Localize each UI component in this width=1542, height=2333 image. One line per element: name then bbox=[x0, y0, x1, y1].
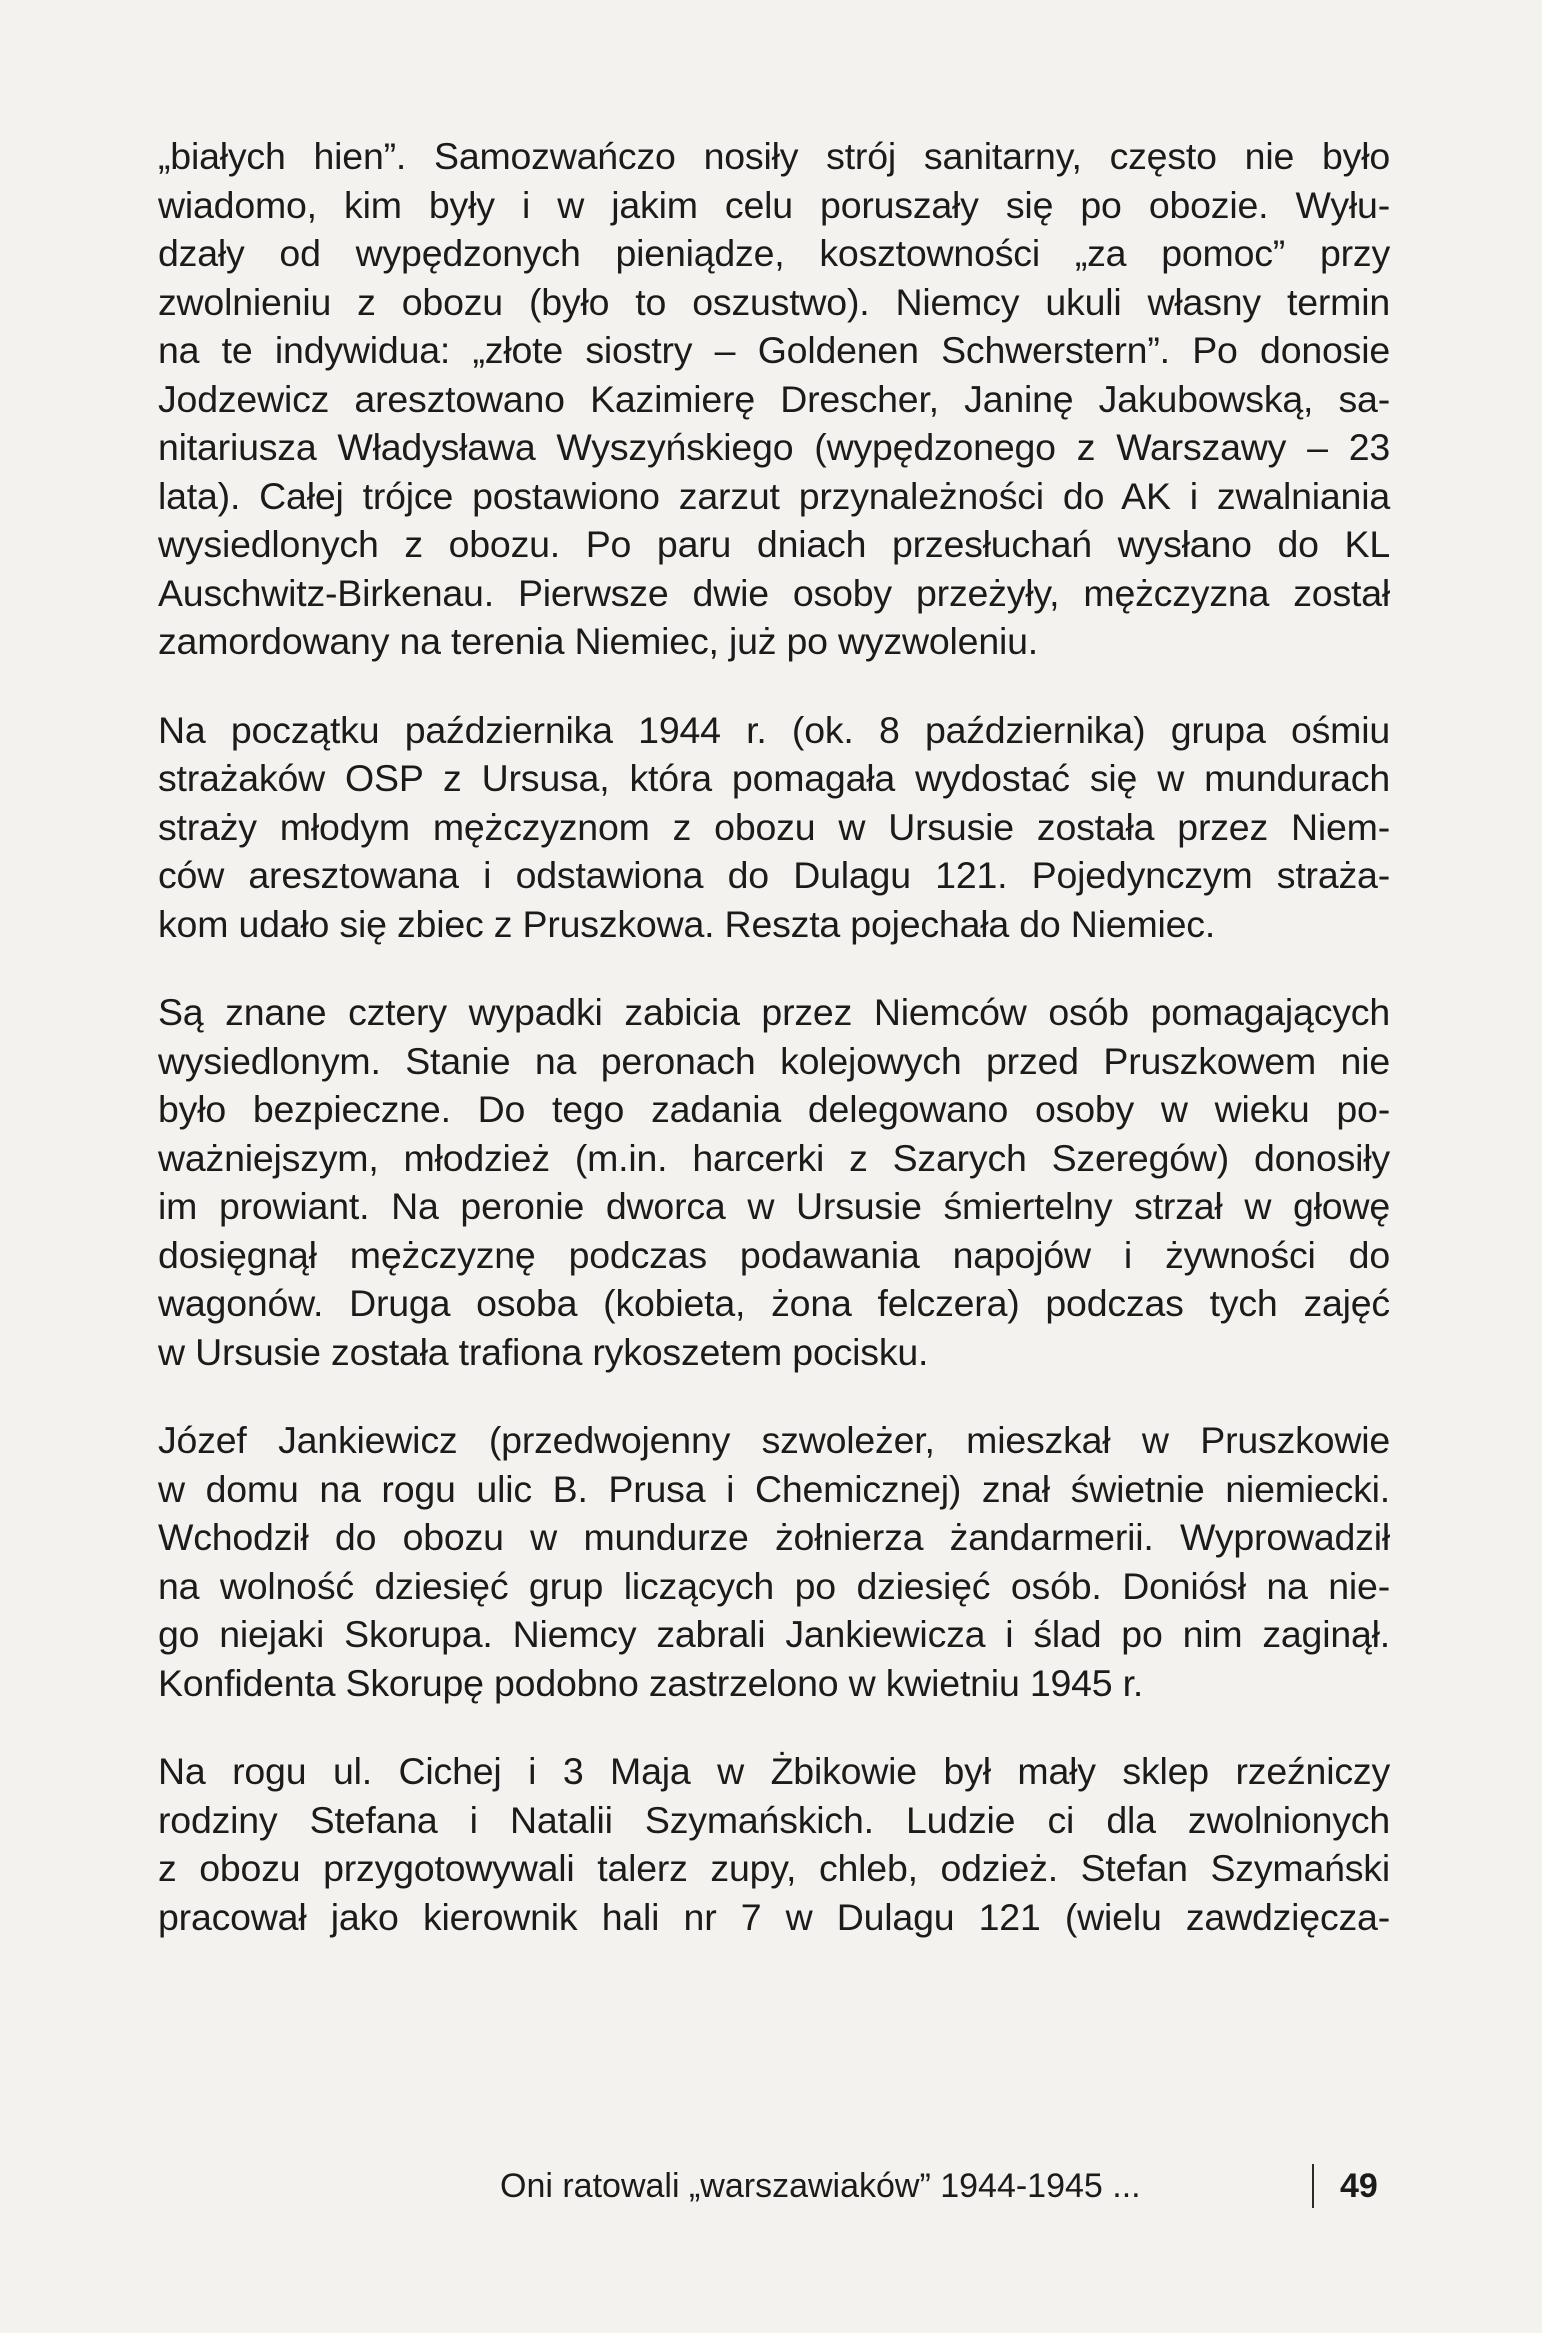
text-line: wagonów. Druga osoba (kobieta, żona felczera) podczas tych zajęć bbox=[158, 1282, 1390, 1324]
text-line: kom udało się zbiec z Pruszkowa. Reszta pojechała do Niemiec. bbox=[158, 902, 1216, 945]
text-line: było bezpieczne. Do tego zadania delegowano osoby w wieku po- bbox=[158, 1088, 1390, 1130]
page-footer bbox=[490, 2158, 1390, 2214]
text-line: straży młodym mężczyznom z obozu w Ursusie została przez Niem- bbox=[158, 805, 1390, 848]
text-line: wiadomo, kim były i w jakim celu poruszały się po obozie. Wyłu- bbox=[158, 183, 1390, 226]
text-line: „białych hien”. Samozwańczo nosiły strój sanitarny, często nie było bbox=[158, 135, 1390, 177]
paragraph-1 bbox=[158, 132, 1390, 666]
text-line: ców aresztowana i odstawiona do Dulagu 121. Pojedynczym straża- bbox=[158, 854, 1390, 896]
text-line: im prowiant. Na peronie dworca w Ursusie śmiertelny strzał w głowę bbox=[158, 1185, 1390, 1227]
paragraph-3 bbox=[158, 988, 1390, 1376]
text-line: Są znane cztery wypadki zabicia przez Niemców osób pomagających bbox=[158, 991, 1390, 1033]
paragraph-gap bbox=[158, 1707, 1390, 1747]
paragraph-gap bbox=[158, 666, 1390, 706]
text-line: wysiedlonym. Stanie na peronach kolejowych przed Pruszkowem nie bbox=[158, 1039, 1390, 1082]
text-line: strażaków OSP z Ursusa, która pomagała wydostać się w mundurach bbox=[158, 757, 1390, 799]
text-line: na te indywidua: „złote siostry – Goldenen Schwerstern”. Po donosie bbox=[158, 329, 1390, 371]
text-line: Józef Jankiewicz (przedwojenny szwoleżer, mieszkał w Pruszkowie bbox=[158, 1419, 1390, 1461]
running-title: Oni ratowali „warszawiaków” 1944-1945 ... bbox=[500, 2167, 1141, 2205]
paragraph-2 bbox=[158, 706, 1390, 949]
text-line: rodziny Stefana i Natalii Szymańskich. Ludzie ci dla zwolnionych bbox=[158, 1798, 1390, 1841]
text-line: wysiedlonych z obozu. Po paru dniach przesłuchań wysłano do KL bbox=[158, 523, 1390, 565]
text-line: lata). Całej trójce postawiono zarzut przynależności do AK i zwalniania bbox=[158, 474, 1390, 517]
text-line: go niejaki Skorupa. Niemcy zabrali Jankiewicza i ślad po nim zaginął. bbox=[158, 1613, 1390, 1655]
footer-divider bbox=[1312, 2164, 1314, 2208]
text-line: Jodzewicz aresztowano Kazimierę Drescher, Janinę Jakubowską, sa- bbox=[158, 377, 1390, 420]
paragraph-gap bbox=[158, 1376, 1390, 1416]
text-line: z obozu przygotowywali talerz zupy, chleb, odzież. Stefan Szymański bbox=[158, 1847, 1390, 1889]
text-line: w domu na rogu ulic B. Prusa i Chemicznej) znał świetnie niemiecki. bbox=[158, 1467, 1390, 1510]
paragraph-gap bbox=[158, 948, 1390, 988]
text-line: pracował jako kierownik hali nr 7 w Dulagu 121 (wielu zawdzięcza- bbox=[158, 1895, 1390, 1938]
text-line: zwolnieniu z obozu (było to oszustwo). Niemcy ukuli własny termin bbox=[158, 280, 1390, 323]
text-line: Na rogu ul. Cichej i 3 Maja w Żbikowie był mały sklep rzeźniczy bbox=[158, 1750, 1390, 1792]
text-line: Na początku października 1944 r. (ok. 8 października) grupa ośmiu bbox=[158, 708, 1390, 751]
text-line: zamordowany na terenia Niemiec, już po wyzwoleniu. bbox=[158, 620, 1039, 662]
text-line: Auschwitz-Birkenau. Pierwsze dwie osoby przeżyły, mężczyzna został bbox=[158, 571, 1390, 614]
text-line: w Ursusie została trafiona rykoszetem pocisku. bbox=[158, 1330, 929, 1373]
text-line: na wolność dziesięć grup liczących po dziesięć osób. Doniósł na nie- bbox=[158, 1564, 1390, 1607]
page-body bbox=[158, 132, 1390, 1941]
text-line: ważniejszym, młodzież (m.in. harcerki z Szarych Szeregów) donosiły bbox=[158, 1136, 1390, 1179]
paragraph-5 bbox=[158, 1747, 1390, 1941]
text-line: dzały od wypędzonych pieniądze, kosztowności „za pomoc” przy bbox=[158, 232, 1390, 274]
paragraph-4 bbox=[158, 1416, 1390, 1707]
text-line: Wchodził do obozu w mundurze żołnierza żandarmerii. Wyprowadził bbox=[158, 1516, 1390, 1558]
text-line: nitariusza Władysława Wyszyńskiego (wypędzonego z Warszawy – 23 bbox=[158, 426, 1390, 468]
text-line: dosięgnął mężczyznę podczas podawania napojów i żywności do bbox=[158, 1233, 1390, 1276]
page-number: 49 bbox=[1340, 2167, 1378, 2205]
text-line: Konfidenta Skorupę podobno zastrzelono w kwietniu 1945 r. bbox=[158, 1661, 1144, 1704]
